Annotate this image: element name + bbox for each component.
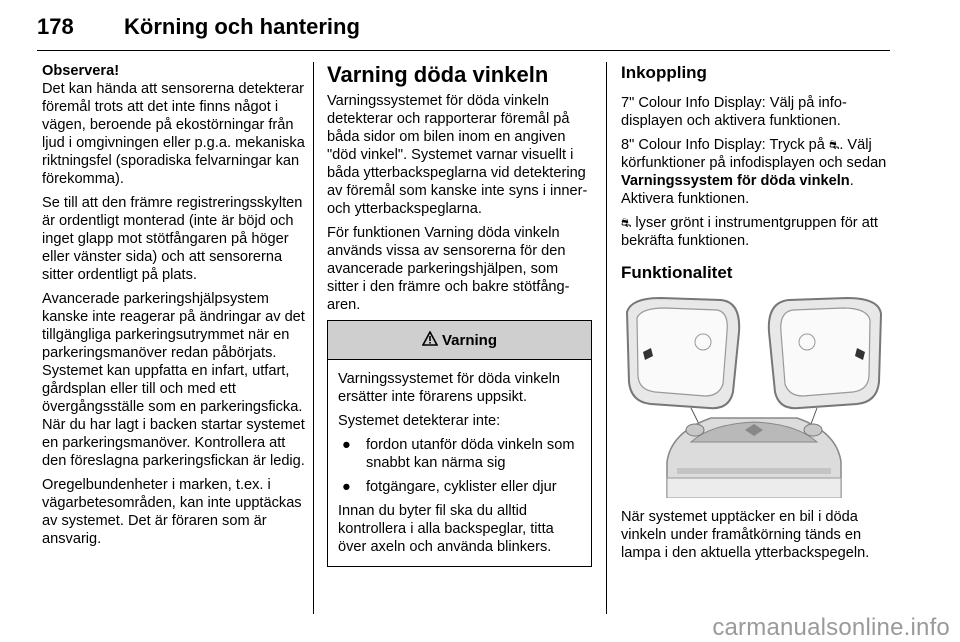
- warning-text: Innan du byter fil ska du alltid kontrollera i alla backspeglar, titta över axeln och använda blinkers.: [338, 503, 554, 555]
- column-3: [621, 62, 887, 568]
- paragraph: Det kan hända att sensorerna detekterar föremål trots att det inte finns något i vägen, beroende på ekostörningar från ljud i omgivningen eller p.g.a. mekaniska riktningsfel (sporadiska felvarningar kan förekomma).: [42, 81, 305, 187]
- warning-title: Varning: [441, 331, 497, 349]
- warning-text: Varningssystemet för döda vinkeln ersätter inte förarens uppsikt.: [338, 371, 560, 405]
- warning-triangle-icon: [422, 331, 438, 350]
- paragraph: 7" Colour Info Display: Välj på infodisplayen och aktivera funktionen.: [621, 95, 847, 129]
- watermark: carmanualsonline.info: [712, 614, 950, 641]
- paragraph: Varningssystemet för döda vinkeln detekterar och rapporterar föremål på båda sidor om bilen inom en angiven "död vinkel". Systemet varnar visuellt i båda ytterbackspeglarna vid detektering av föremål som kanske inte syns i inner- och ytterbackspeglarna.: [327, 93, 588, 217]
- page-header: [37, 0, 890, 51]
- blind-spot-icon: ⛐: [828, 138, 840, 152]
- paragraph: Se till att den främre registreringsskylten är ordentligt monterad (inte är böjd och inget glapp mot stötfångaren på höger eller vänster sida) och att sensorerna sitter ordentligt på plats.: [42, 195, 303, 283]
- column-1: [42, 62, 307, 554]
- warning-header: [328, 321, 591, 360]
- paragraph: För funktionen Varning döda vinkeln används vissa av sensorerna för den avancerade parkeringshjälpen, som sitter i den främre och bakre stötfångaren.: [327, 225, 570, 313]
- warning-text: Systemet detekterar inte:: [338, 413, 501, 429]
- page-number: 178: [37, 14, 74, 39]
- paragraph: Avancerade parkeringshjälpsystem kanske inte reagerar på ändringar av det tillgängliga parkeringsutrymmet när en parkeringsmanöver redan påbörjats. Systemet kan uppfatta en infart, utfart, gårdsplan eller till och med ett övergångsställe som en parkeringsficka. När du har lagt i backen startar systemet en parkeringsmanöver. Kontrollera att den föreslagna parkeringsfickan är ledig.: [42, 291, 305, 469]
- paragraph: 8" Colour Info Display: Tryck på ⛐. Välj körfunktioner på infodisplayen och sedan Varningssystem för döda vinkeln. Aktivera funktionen.: [621, 137, 887, 207]
- column-divider: [313, 62, 314, 614]
- list-item: ● fotgängare, cyklister eller djur: [338, 479, 557, 495]
- left-mirror-image: [627, 298, 739, 408]
- mirror-illustration: [621, 292, 887, 498]
- paragraph: ⛐ lyser grönt i instrumentgruppen för att bekräfta funktionen.: [621, 215, 878, 249]
- subheading: Funktionalitet: [621, 263, 733, 282]
- bullet-icon: ●: [338, 479, 351, 495]
- section-heading: Varning döda vinkeln: [327, 62, 549, 87]
- column-2: [327, 62, 592, 567]
- bullet-icon: ●: [338, 437, 351, 453]
- paragraph: Oregelbundenheter i marken, t.ex. i vägarbetesområden, kan inte upptäckas av systemet. Det är föraren som är ansvarig.: [42, 477, 302, 547]
- note-title: Observera!: [42, 63, 120, 79]
- warning-box: [327, 320, 592, 567]
- subheading: Inkoppling: [621, 63, 707, 82]
- paragraph: När systemet upptäcker en bil i döda vinkeln under framåtkörning tänds en lampa i den aktuella ytterbackspegeln.: [621, 509, 870, 561]
- warning-body: [328, 360, 591, 566]
- section-title: Körning och hantering: [124, 14, 360, 39]
- right-mirror-image: [769, 298, 881, 408]
- car-rear-image: [667, 418, 841, 498]
- list-item: ● fordon utanför döda vinkeln som snabbt kan närma sig: [338, 437, 575, 471]
- blind-spot-icon: ⛐: [621, 216, 632, 230]
- column-divider: [606, 62, 607, 614]
